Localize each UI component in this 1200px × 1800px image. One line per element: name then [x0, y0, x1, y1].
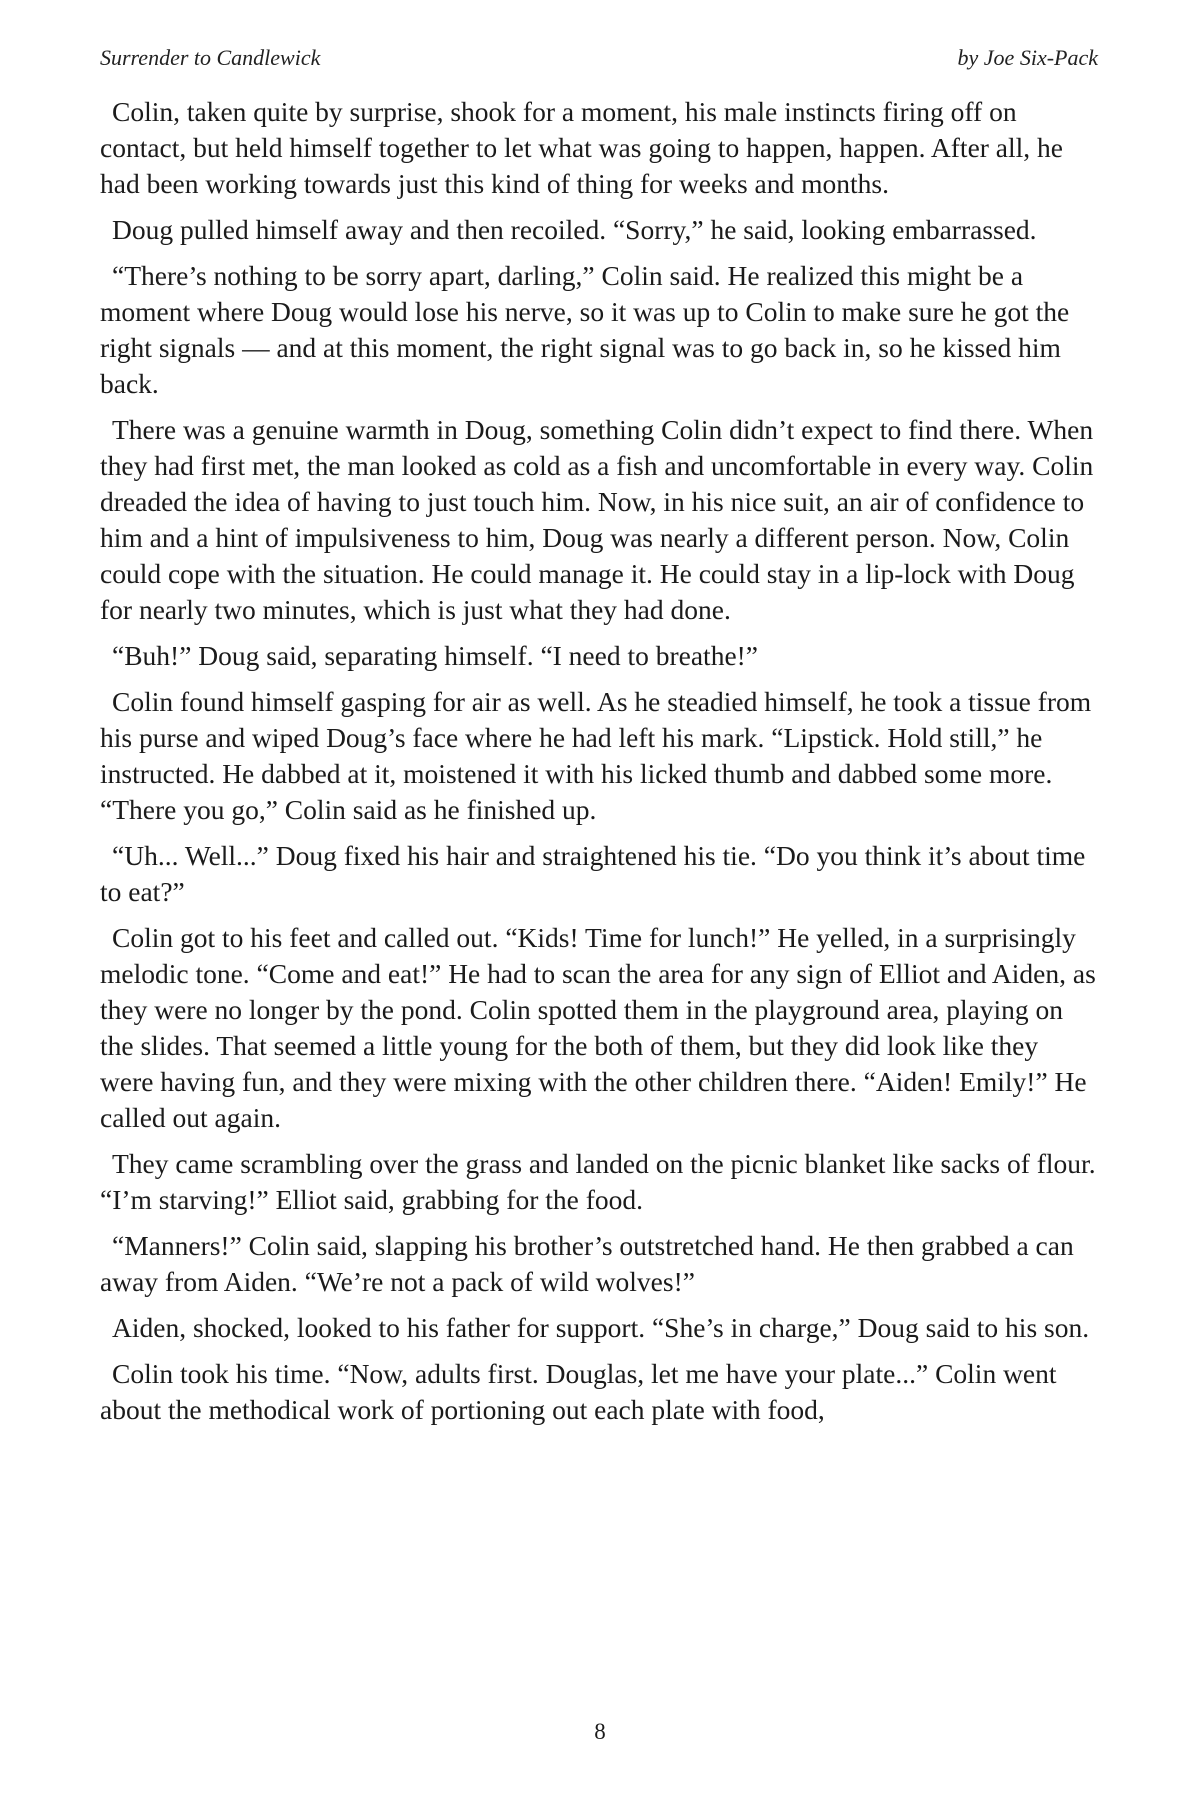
paragraph: Colin got to his feet and called out. “Kids! Time for lunch!” He yelled, in a surprisingly melodic tone. “Come and eat!” He had to scan the area for any sign of Elliot and Aiden, as they were no longer by the pond. Colin spotted them in the playground area, playing on the slides. That seemed a little young for the both of them, but they did look like they were having fun, and they were mixing with the other children there. “Aiden! Emily!” He called out again. — [100, 922, 1096, 1133]
page-number: 8 — [594, 1719, 606, 1744]
paragraph: Colin found himself gasping for air as well. As he steadied himself, he took a tissue from his purse and wiped Doug’s face where he had left his mark. “Lipstick. Hold still,” he instructed. He dabbed at it, moistened it with his licked thumb and dabbed some more. “There you go,” Colin said as he finished up. — [100, 686, 1092, 825]
paragraph: They came scrambling over the grass and landed on the picnic blanket like sacks of flour. “I’m starving!” Elliot said, grabbing for the food. — [100, 1148, 1096, 1215]
running-header — [100, 44, 1098, 72]
paragraph: Aiden, shocked, looked to his father for support. “She’s in charge,” Doug said to his son. — [112, 1312, 1090, 1343]
paragraph: “Uh... Well...” Doug fixed his hair and straightened his tie. “Do you think it’s about time to eat?” — [100, 840, 1086, 907]
paragraph: “There’s nothing to be sorry apart, darling,” Colin said. He realized this might be a moment where Doug would lose his nerve, so it was up to Colin to make sure he got the right signals — and at this moment, the right signal was to go back in, so he kissed him back. — [100, 260, 1070, 399]
paragraph: Colin took his time. “Now, adults first. Douglas, let me have your plate...” Colin went about the methodical work of portioning out each plate with food, — [100, 1358, 1057, 1425]
book-title: Surrender to Candlewick — [100, 45, 321, 70]
paragraph: “Manners!” Colin said, slapping his brother’s outstretched hand. He then grabbed a can away from Aiden. “We’re not a pack of wild wolves!” — [100, 1230, 1074, 1297]
paragraph: Doug pulled himself away and then recoiled. “Sorry,” he said, looking embarrassed. — [112, 214, 1037, 245]
paragraph: There was a genuine warmth in Doug, something Colin didn’t expect to find there. When they had first met, the man looked as cold as a fish and uncomfortable in every way. Colin dreaded the idea of having to just touch him. Now, in his nice suit, an air of confidence to him and a hint of impulsiveness to him, Doug was nearly a different person. Now, Colin could cope with the situation. He could manage it. He could stay in a lip-lock with Doug for nearly two minutes, which is just what they had done. — [100, 414, 1094, 625]
paragraph: “Buh!” Doug said, separating himself. “I need to breathe!” — [112, 640, 759, 671]
paragraph: Colin, taken quite by surprise, shook for a moment, his male instincts firing off on contact, but held himself together to let what was going to happen, happen. After all, he had been working towards just this kind of thing for weeks and months. — [100, 96, 1063, 199]
author-credit: by Joe Six-Pack — [957, 45, 1098, 70]
body-text — [100, 94, 1098, 1438]
